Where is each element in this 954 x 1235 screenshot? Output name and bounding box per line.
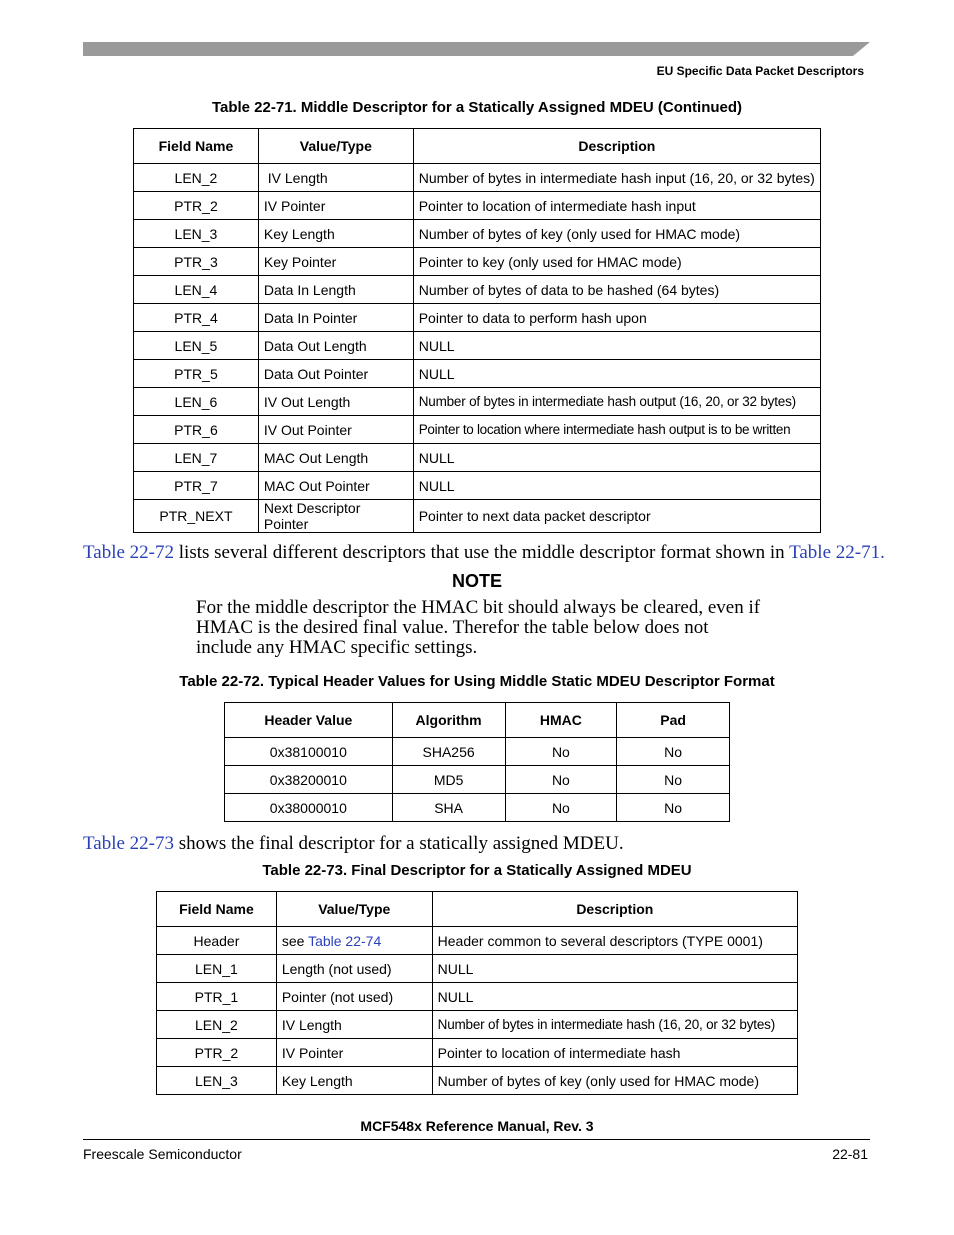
value-type-cell: IV Pointer — [276, 1039, 432, 1067]
value-type-cell: IV Out Length — [258, 388, 413, 416]
table-row — [157, 1067, 798, 1095]
header-value-cell: 0x38000010 — [225, 794, 393, 822]
column-header: Description — [432, 892, 797, 927]
field-name-cell: LEN_2 — [157, 1011, 277, 1039]
header-decorative-bar — [83, 42, 870, 56]
column-header: Algorithm — [392, 703, 505, 738]
value-type-cell: IV Out Pointer — [258, 416, 413, 444]
table-22-72-caption: Table 22-72. Typical Header Values for Using Middle Static MDEU Descriptor Format — [179, 673, 775, 690]
column-header: Field Name — [134, 129, 259, 164]
field-name-cell: LEN_6 — [134, 388, 259, 416]
description-cell: Number of bytes of key (only used for HMAC mode) — [432, 1067, 797, 1095]
table-row — [225, 794, 730, 822]
table-row — [134, 444, 821, 472]
field-name-cell: LEN_4 — [134, 276, 259, 304]
table-row — [157, 1011, 798, 1039]
table-header-row — [225, 703, 730, 738]
description-cell: Number of bytes of key (only used for HMAC mode) — [413, 220, 820, 248]
column-header: Description — [413, 129, 820, 164]
table-22-73-caption: Table 22-73. Final Descriptor for a Statically Assigned MDEU — [262, 862, 692, 879]
field-name-cell: LEN_5 — [134, 332, 259, 360]
table-22-73-link[interactable]: Table 22-73 — [83, 833, 175, 854]
table-row — [134, 416, 821, 444]
value-type-cell: MAC Out Length — [258, 444, 413, 472]
table-row — [225, 766, 730, 794]
column-header: Pad — [617, 703, 730, 738]
description-cell: Pointer to next data packet descriptor — [413, 500, 820, 533]
value-type-cell: IV Length — [276, 1011, 432, 1039]
hmac-cell: No — [505, 738, 617, 766]
table-22-73 — [156, 891, 798, 1095]
description-cell: NULL — [432, 955, 797, 983]
value-type-cell: Next Descriptor Pointer — [258, 500, 413, 533]
note-title: NOTE — [451, 571, 502, 591]
table-header-row — [157, 892, 798, 927]
field-name-cell: LEN_2 — [134, 164, 259, 192]
field-name-cell: PTR_NEXT — [134, 500, 259, 533]
field-name-cell: PTR_2 — [157, 1039, 277, 1067]
header-value-cell: 0x38100010 — [225, 738, 393, 766]
description-cell: Header common to several descriptors (TYPE 0001) — [432, 927, 797, 955]
table-22-74-link[interactable]: Table 22-74 — [308, 932, 382, 949]
paragraph-text: lists several different descriptors that use the middle descriptor format shown in — [174, 542, 790, 563]
field-name-cell: PTR_3 — [134, 248, 259, 276]
description-cell: Pointer to location of intermediate hash input — [413, 192, 820, 220]
value-type-cell: Key Length — [258, 220, 413, 248]
algorithm-cell: MD5 — [392, 766, 505, 794]
table-22-71-link[interactable]: Table 22-71 — [789, 542, 881, 563]
description-cell: Number of bytes in intermediate hash output (16, 20, or 32 bytes) — [413, 388, 820, 416]
column-header: Header Value — [225, 703, 393, 738]
table-row — [157, 983, 798, 1011]
description-cell: Pointer to key (only used for HMAC mode) — [413, 248, 820, 276]
value-type-cell: Length (not used) — [276, 955, 432, 983]
description-cell: Pointer to data to perform hash upon — [413, 304, 820, 332]
table-22-72 — [224, 702, 730, 822]
table-row — [134, 388, 821, 416]
table-row — [134, 332, 821, 360]
table-row — [134, 164, 821, 192]
value-type-cell: Data Out Pointer — [258, 360, 413, 388]
description-cell: NULL — [413, 360, 820, 388]
page-number: 22-81 — [832, 1146, 868, 1162]
description-cell: Number of bytes in intermediate hash input (16, 20, or 32 bytes) — [413, 164, 820, 192]
description-cell: NULL — [413, 444, 820, 472]
footer-divider — [83, 1139, 870, 1140]
paragraph-end: . — [880, 542, 885, 563]
value-type-cell: Data In Length — [258, 276, 413, 304]
description-cell: Number of bytes in intermediate hash (16, 20, or 32 bytes) — [432, 1011, 797, 1039]
column-header: Value/Type — [258, 129, 413, 164]
field-name-cell: PTR_5 — [134, 360, 259, 388]
value-type-cell — [276, 927, 432, 955]
table-row — [134, 500, 821, 533]
table-row — [134, 472, 821, 500]
value-type-cell: Key Pointer — [258, 248, 413, 276]
field-name-cell: PTR_6 — [134, 416, 259, 444]
table-22-71-caption: Table 22-71. Middle Descriptor for a Statically Assigned MDEU (Continued) — [211, 99, 743, 116]
body-paragraph-2 — [83, 833, 624, 855]
column-header: Value/Type — [276, 892, 432, 927]
table-row — [134, 304, 821, 332]
algorithm-cell: SHA256 — [392, 738, 505, 766]
pad-cell: No — [617, 766, 730, 794]
paragraph-text: shows the final descriptor for a statically assigned MDEU. — [174, 833, 624, 854]
value-type-cell: IV Length — [258, 164, 413, 192]
value-type-cell: MAC Out Pointer — [258, 472, 413, 500]
description-cell: Number of bytes of data to be hashed (64 bytes) — [413, 276, 820, 304]
field-name-cell: PTR_2 — [134, 192, 259, 220]
pad-cell: No — [617, 794, 730, 822]
value-type-cell: IV Pointer — [258, 192, 413, 220]
field-name-cell: PTR_4 — [134, 304, 259, 332]
algorithm-cell: SHA — [392, 794, 505, 822]
company-name: Freescale Semiconductor — [83, 1146, 242, 1162]
manual-title: MCF548x Reference Manual, Rev. 3 — [360, 1118, 594, 1134]
description-cell: NULL — [413, 472, 820, 500]
table-row — [134, 220, 821, 248]
field-name-cell: LEN_3 — [134, 220, 259, 248]
field-name-cell: PTR_1 — [157, 983, 277, 1011]
table-22-72-link[interactable]: Table 22-72 — [83, 542, 175, 563]
table-row — [134, 360, 821, 388]
table-row — [157, 955, 798, 983]
table-header-row — [134, 129, 821, 164]
note-body: For the middle descriptor the HMAC bit should always be cleared, even if HMAC is the desired final value. Therefor the table below does not include any HMAC specific settings. — [196, 597, 761, 658]
value-type-cell: Pointer (not used) — [276, 983, 432, 1011]
pad-cell: No — [617, 738, 730, 766]
field-name-cell: PTR_7 — [134, 472, 259, 500]
description-cell: Pointer to location where intermediate hash output is to be written — [413, 416, 820, 444]
column-header: HMAC — [505, 703, 617, 738]
table-row — [134, 248, 821, 276]
field-name-cell: LEN_3 — [157, 1067, 277, 1095]
field-name-cell: LEN_1 — [157, 955, 277, 983]
column-header: Field Name — [157, 892, 277, 927]
table-row — [134, 276, 821, 304]
body-paragraph-1 — [83, 542, 885, 564]
table-row — [157, 927, 798, 955]
value-type-cell: Data Out Length — [258, 332, 413, 360]
description-cell: NULL — [413, 332, 820, 360]
table-22-71 — [133, 128, 821, 533]
section-header: EU Specific Data Packet Descriptors — [656, 64, 864, 78]
table-row — [225, 738, 730, 766]
value-type-cell: Data In Pointer — [258, 304, 413, 332]
field-name-cell: LEN_7 — [134, 444, 259, 472]
header-value-cell: 0x38200010 — [225, 766, 393, 794]
description-cell: NULL — [432, 983, 797, 1011]
hmac-cell: No — [505, 794, 617, 822]
see-prefix: see — [281, 932, 309, 949]
field-name-cell: Header — [157, 927, 277, 955]
value-type-cell: Key Length — [276, 1067, 432, 1095]
description-cell: Pointer to location of intermediate hash — [432, 1039, 797, 1067]
table-row — [157, 1039, 798, 1067]
hmac-cell: No — [505, 766, 617, 794]
table-row — [134, 192, 821, 220]
